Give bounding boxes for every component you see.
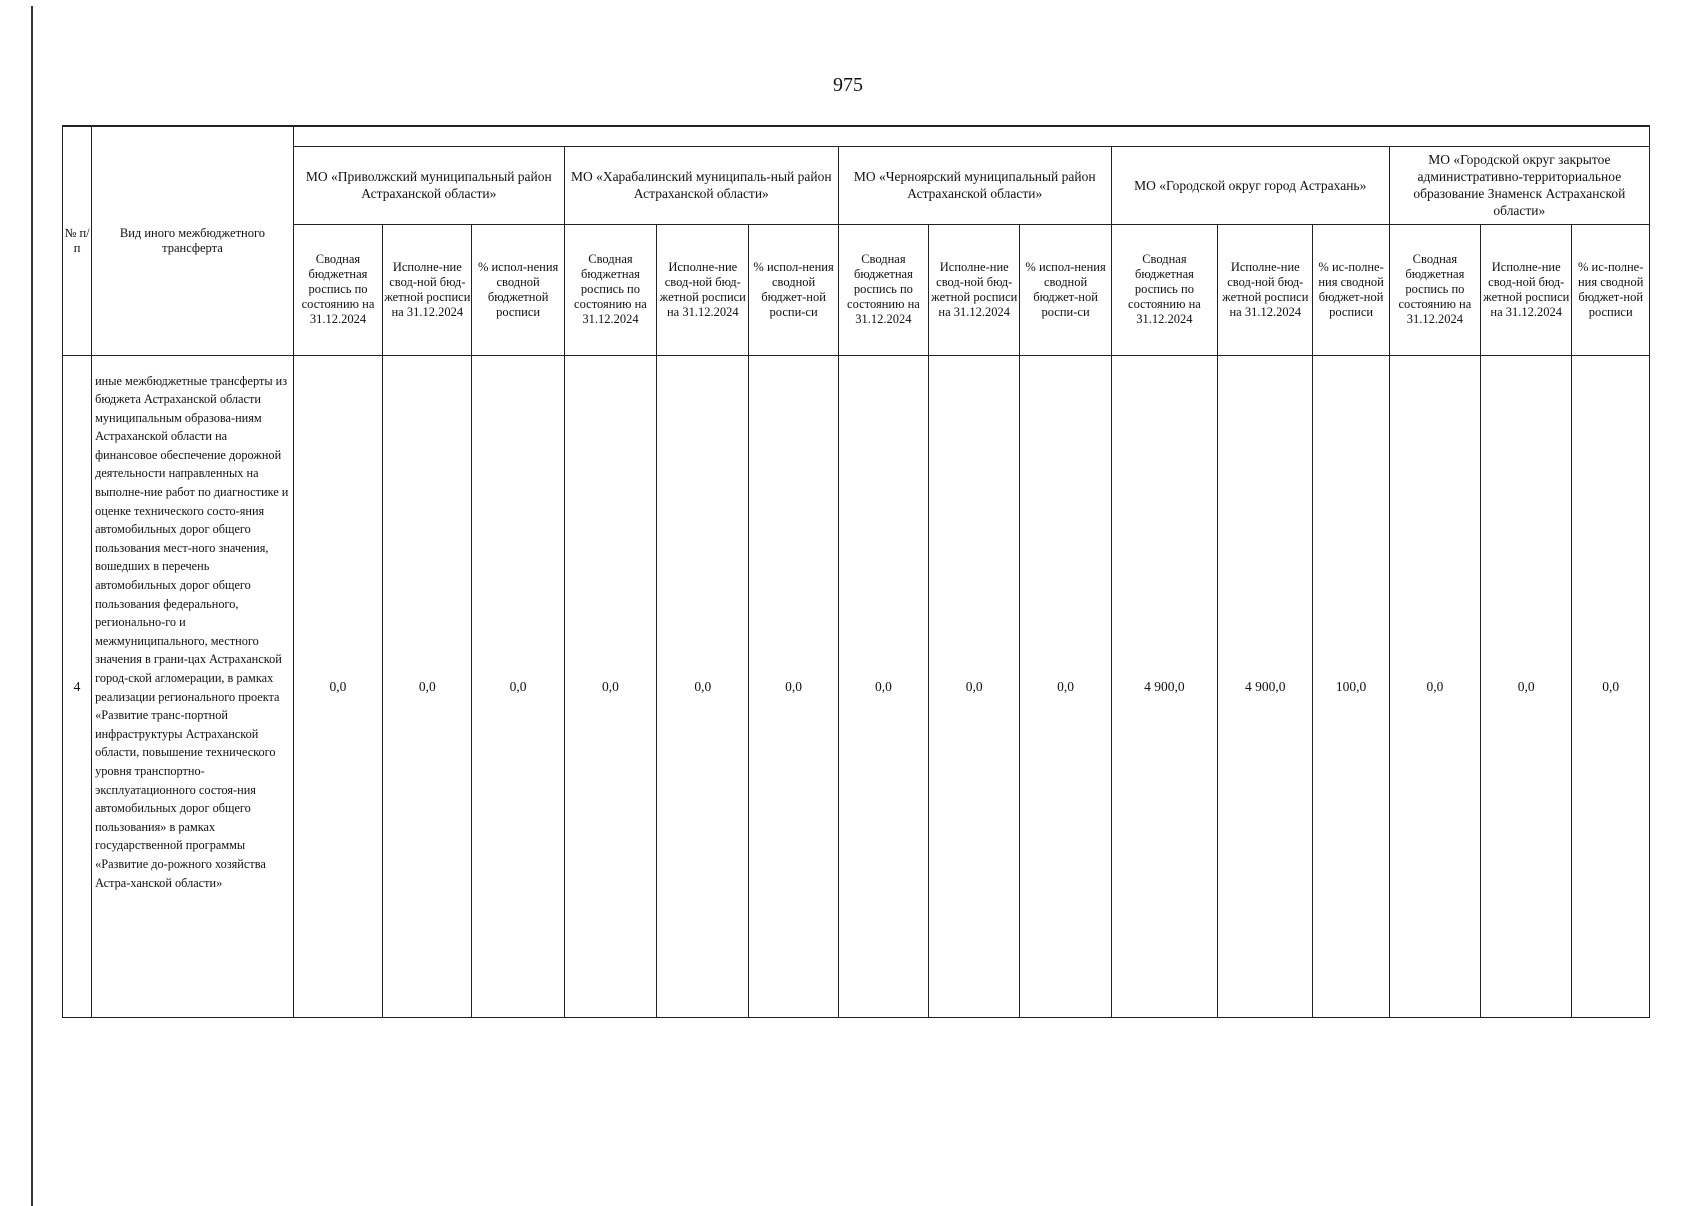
- subheader-percent: % испол-нения сводной бюджет-ной роспи-си: [1020, 224, 1111, 355]
- subheader-plan: Сводная бюджетная роспись по состоянию на 31.12.2024: [293, 224, 382, 355]
- value-cell: 0,0: [1481, 355, 1572, 1017]
- subheader-execution: Исполне-ние свод-ной бюд-жетной росписи на 31.12.2024: [657, 224, 749, 355]
- subheader-plan: Сводная бюджетная роспись по состоянию на 31.12.2024: [838, 224, 928, 355]
- value-cell: 0,0: [564, 355, 656, 1017]
- budget-table: [62, 125, 1650, 1018]
- subheader-execution: Исполне-ние свод-ной бюд-жетной росписи на 31.12.2024: [929, 224, 1020, 355]
- value-cell: 0,0: [293, 355, 382, 1017]
- value-cell: 0,0: [749, 355, 838, 1017]
- subheader-percent: % ис-полне-ния сводной бюджет-ной росписи: [1572, 224, 1650, 355]
- value-cell: 4 900,0: [1111, 355, 1217, 1017]
- header-num: № п/п: [63, 126, 92, 355]
- mo-header-znamensk: МО «Городской округ закрытое административно-территориальное образование Знаменск Астраханской области»: [1389, 146, 1649, 224]
- value-cell: 0,0: [929, 355, 1020, 1017]
- header-subcolumn-row: [63, 224, 1650, 355]
- subheader-plan: Сводная бюджетная роспись по состоянию на 31.12.2024: [564, 224, 656, 355]
- table-row: [63, 355, 1650, 1017]
- mo-header-kharabalinsky: МО «Харабалинский муниципаль-ный район Астраханской области»: [564, 146, 838, 224]
- subheader-percent: % ис-полне-ния сводной бюджет-ной росписи: [1313, 224, 1389, 355]
- value-cell: 0,0: [838, 355, 928, 1017]
- row-description: иные межбюджетные трансферты из бюджета Астраханской области муниципальным образова-ниям Астраханской области на финансовое обеспечение дорожной деятельности направленных на выполне-ние работ по диагностике и оценке технического состо-яния автомобильных дорог общего пользования мест-ного значения, вошедших в перечень автомобильных дорог общего пользования федерального, регионально-го и межмуниципального, местного значения в грани-цах Астраханской город-ской агломерации, в рамках реализации регионального проекта «Развитие транс-портной инфраструктуры Астраханской области, повышение технического уровня транспортно-эксплуатационного состоя-ния автомобильных дорог общего пользования» в рамках государственной программы «Развитие до-рожного хозяйства Астра-ханской области»: [92, 355, 294, 1017]
- row-number: 4: [63, 355, 92, 1017]
- subheader-percent: % испол-нения сводной бюджет-ной роспи-си: [749, 224, 838, 355]
- page-number: 975: [833, 74, 863, 96]
- subheader-plan: Сводная бюджетная роспись по состоянию на 31.12.2024: [1111, 224, 1217, 355]
- value-cell: 0,0: [472, 355, 564, 1017]
- value-cell: 4 900,0: [1218, 355, 1313, 1017]
- subheader-execution: Исполне-ние свод-ной бюд-жетной росписи на 31.12.2024: [1481, 224, 1572, 355]
- subheader-execution: Исполне-ние свод-ной бюд-жетной росписи на 31.12.2024: [383, 224, 472, 355]
- value-cell: 0,0: [1020, 355, 1111, 1017]
- header-municipality-row: [63, 146, 1650, 224]
- subheader-percent: % испол-нения сводной бюджетной росписи: [472, 224, 564, 355]
- value-cell: 0,0: [383, 355, 472, 1017]
- header-top-row: [63, 126, 1650, 146]
- mo-header-privolzhsky: МО «Приволжский муниципальный район Астраханской области»: [293, 146, 564, 224]
- mo-header-chernoyarsky: МО «Черноярский муниципальный район Астраханской области»: [838, 146, 1111, 224]
- header-transfer-type: Вид иного межбюджетного трансферта: [92, 126, 294, 355]
- value-cell: 0,0: [1389, 355, 1480, 1017]
- subheader-execution: Исполне-ние свод-ной бюд-жетной росписи на 31.12.2024: [1218, 224, 1313, 355]
- subheader-plan: Сводная бюджетная роспись по состоянию на 31.12.2024: [1389, 224, 1480, 355]
- page-margin-line: [31, 6, 33, 1206]
- mo-header-astrakhan: МО «Городской округ город Астрахань»: [1111, 146, 1389, 224]
- value-cell: 100,0: [1313, 355, 1389, 1017]
- value-cell: 0,0: [1572, 355, 1650, 1017]
- header-blank-band: [293, 126, 1649, 146]
- value-cell: 0,0: [657, 355, 749, 1017]
